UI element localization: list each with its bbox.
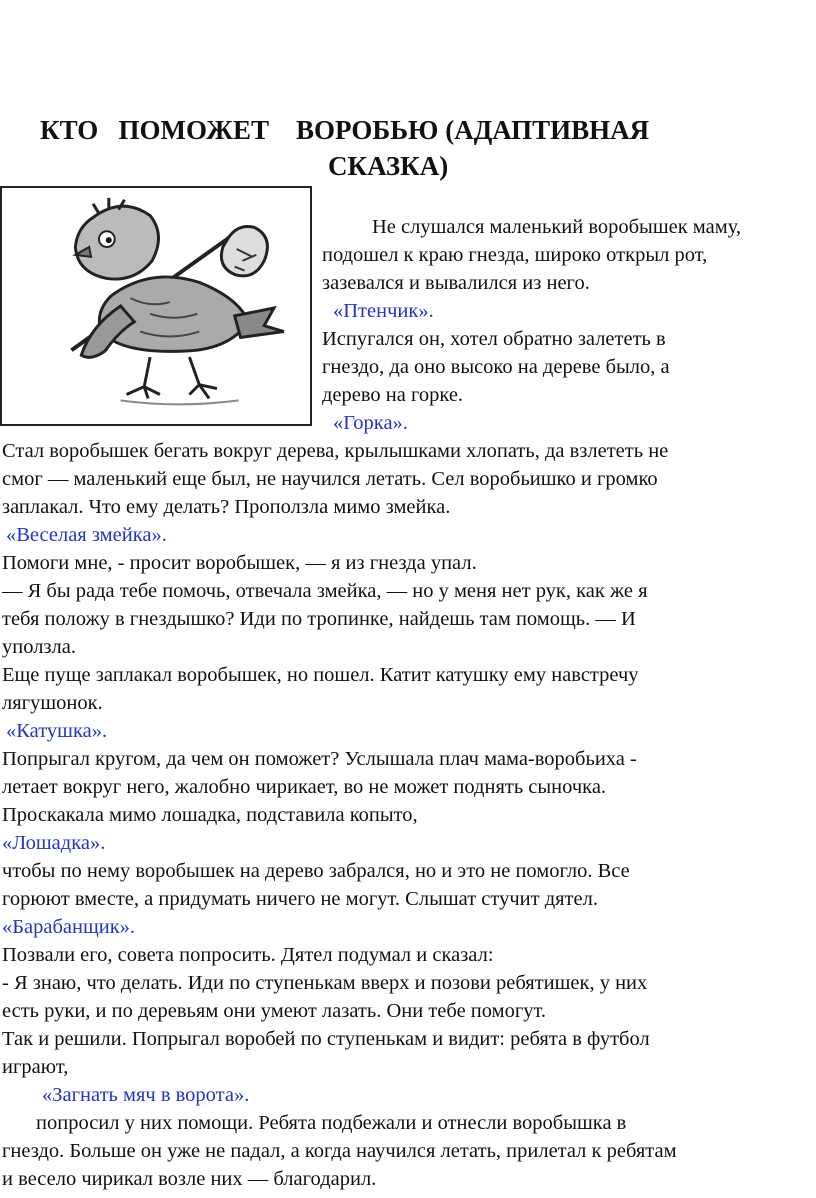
text-line: Попрыгал кругом, да чем он поможет? Услышала плач мама-воробьиха - (2, 748, 637, 770)
text-line: - Я знаю, что делать. Иди по ступенькам вверх и позови ребятишек, у них (2, 972, 648, 994)
game-name-line: «Загнать мяч в ворота». (42, 1084, 250, 1106)
text-line: есть руки, и по деревьям они умеют лазать. Они тебе помогут. (2, 1000, 547, 1022)
text-line: дерево на горке. (322, 384, 464, 406)
text-line: лягушонок. (2, 692, 103, 714)
text-line: — Я бы рада тебе помочь, отвечала змейка, — но у меня нет рук, как же я (2, 580, 648, 602)
title-line-2: СКАЗКА) (328, 151, 449, 181)
text-line: смог — маленький еще был, не научился летать. Сел воробьишко и громко (2, 468, 658, 490)
game-name-line: «Птенчик». (333, 300, 434, 322)
game-name-line: «Горка». (333, 412, 408, 434)
text-line: летает вокруг него, жалобно чирикает, во не может поднять сыночка. (2, 776, 607, 798)
text-line: Позвали его, совета попросить. Дятел подумал и сказал: (2, 944, 494, 966)
text-line: Еще пуще заплакал воробышек, но пошел. Катит катушку ему навстречу (2, 664, 639, 686)
text-line: гнездо, да оно высоко на дереве было, а (322, 356, 670, 378)
text-line: Проскакала мимо лошадка, подставила копыто, (2, 804, 418, 826)
game-name-line: «Лошадка». (2, 832, 106, 854)
text-line: Помоги мне, - просит воробышек, — я из гнезда упал. (2, 552, 477, 574)
text-line: заплакал. Что ему делать? Проползла мимо змейка. (2, 496, 451, 518)
text-line: Стал воробышек бегать вокруг дерева, крылышками хлопать, да взлететь не (2, 440, 669, 462)
text-line: играют, (2, 1056, 69, 1078)
text-line: горюют вместе, а придумать ничего не могут. Слышат стучит дятел. (2, 888, 598, 910)
game-name-line: «Барабанщик». (2, 916, 136, 938)
text-line: чтобы по нему воробышек на дерево забрался, но и это не помогло. Все (2, 860, 630, 882)
text-line: Испугался он, хотел обратно залететь в (322, 328, 666, 350)
title-line-1: КТО ПОМОЖЕТ ВОРОБЬЮ (АДАПТИВНАЯ (40, 115, 650, 145)
text-line: Так и решили. Попрыгал воробей по ступенькам и видит: ребята в футбол (2, 1028, 650, 1050)
text-line: подошел к краю гнезда, широко открыл рот, (322, 244, 708, 266)
text-line: гнездо. Больше он уже не падал, а когда научился летать, прилетал к ребятам (2, 1140, 677, 1162)
text-line: попросил у них помощи. Ребята подбежали и отнесли воробышка в (36, 1112, 627, 1134)
game-name-line: «Катушка». (6, 720, 108, 742)
text-line: Не слушался маленький воробышек маму, (372, 216, 742, 238)
text-line: уползла. (2, 636, 76, 658)
text-line: тебя положу в гнездышко? Иди по тропинке, найдешь там помощь. — И (2, 608, 636, 630)
text-line: зазевался и вывалился из него. (322, 272, 590, 294)
text-line: и весело чирикал возле них — благодарил. (2, 1168, 377, 1190)
game-name-line: «Веселая змейка». (6, 524, 167, 546)
